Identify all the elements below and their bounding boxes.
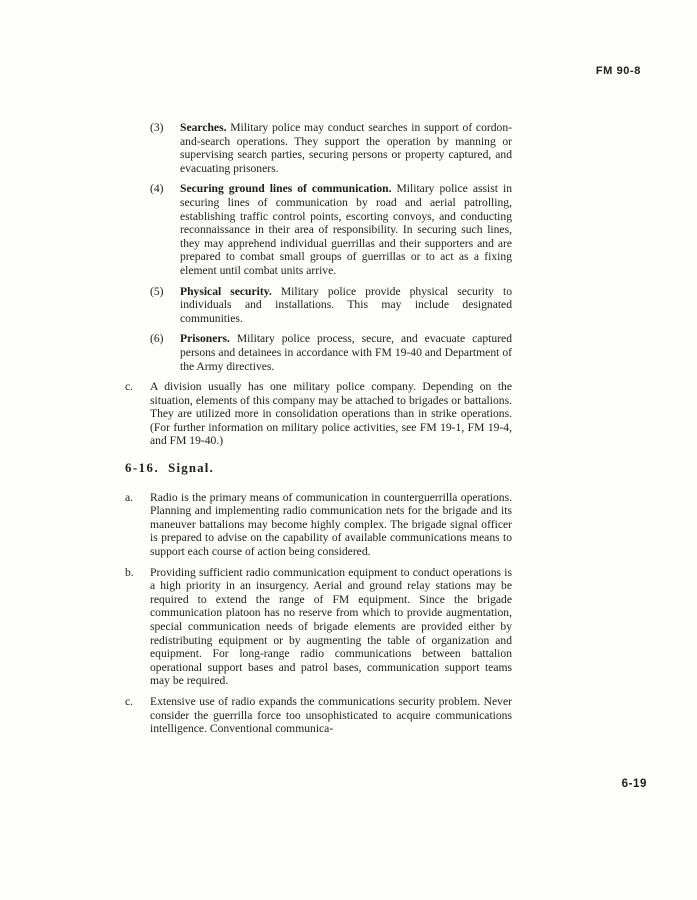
paragraph-c-signal xyxy=(125,695,512,736)
item-body: Military police process, secure, and evacuate captured persons and detainees in accordance with FM 19-40 and Department of the Army directives. xyxy=(180,332,512,373)
item-text xyxy=(180,182,512,277)
item-text xyxy=(180,332,512,373)
paragraph-body: Extensive use of radio expands the communications security problem. Never consider the guerrilla force too unsophisticated to acquire communications intelligence. Conventional communica- xyxy=(150,694,512,736)
paragraph-c-military-police xyxy=(125,380,512,448)
item-number: (6) xyxy=(150,332,164,346)
section-number: 6-16. xyxy=(125,461,160,476)
item-text xyxy=(180,121,512,175)
paragraph-body: A division usually has one military police company. Depending on the situation, elements of this company may be attached to brigades or battalions. They are utilized more in consolidation operations than in strike operations. (For further information on military police activities, see FM 19-1, FM 19-4, and FM 19-40.) xyxy=(150,380,512,448)
list-item-5 xyxy=(125,285,512,326)
paragraph-body: Radio is the primary means of communication in counterguerrilla operations. Planning and implementing radio communication nets for the brigade and its maneuver battalions may become highly complex. The brigade signal officer is prepared to advise on the capability of available communications means to support each course of action being considered. xyxy=(150,490,512,559)
list-item-3 xyxy=(125,121,512,175)
paragraph-label: c. xyxy=(125,380,134,394)
list-item-4 xyxy=(125,182,512,277)
paragraph-label: a. xyxy=(125,490,134,504)
item-text xyxy=(180,285,512,326)
item-lead: Searches. xyxy=(180,121,227,134)
item-number: (5) xyxy=(150,284,164,298)
item-body: Military police provide physical security to individuals and installations. This may include designated communities. xyxy=(180,284,512,325)
item-body: Military police assist in securing lines of communication by road and aerial patrolling, establishing traffic control points, escorting convoys, and conducting reconnaissance in their area of responsibility. In securing such lines, they may apprehend individual guerrillas and their supporters and are prepared to combat small groups of guerrillas or to act as a fixing element until combat units arrive. xyxy=(180,182,512,277)
doc-number-header: FM 90-8 xyxy=(595,65,641,77)
item-lead: Physical security. xyxy=(180,284,272,298)
page-number: 6-19 xyxy=(621,778,647,790)
paragraph-b-signal xyxy=(125,566,512,688)
section-heading-signal xyxy=(125,462,512,476)
item-lead: Securing ground lines of communication. xyxy=(180,182,392,196)
paragraph-label: b. xyxy=(125,565,134,579)
section-title: Signal. xyxy=(168,461,214,476)
item-body: Military police may conduct searches in support of cordon-and-search operations. They support the operation by manning or supervising search parties, securing persons or property captured, and evacuating prisoners. xyxy=(180,121,512,175)
paragraph-a-signal xyxy=(125,491,512,559)
paragraph-label: c. xyxy=(125,694,134,708)
item-number: (4) xyxy=(150,182,164,196)
page-content xyxy=(125,121,512,743)
item-number: (3) xyxy=(150,121,164,134)
list-item-6 xyxy=(125,332,512,373)
item-lead: Prisoners. xyxy=(180,332,230,346)
paragraph-body: Providing sufficient radio communication equipment to conduct operations is a high priority in an insurgency. Aerial and ground relay stations may be required to extend the range of FM equipment. Since the brigade communication platoon has no reserve from which to provide augmentation, special communication needs of brigade elements are provided either by redistributing equipment or by augmenting the table of organization and equipment. For long-range radio communications between battalion operational support bases and patrol bases, communication support teams may be required. xyxy=(150,565,512,688)
